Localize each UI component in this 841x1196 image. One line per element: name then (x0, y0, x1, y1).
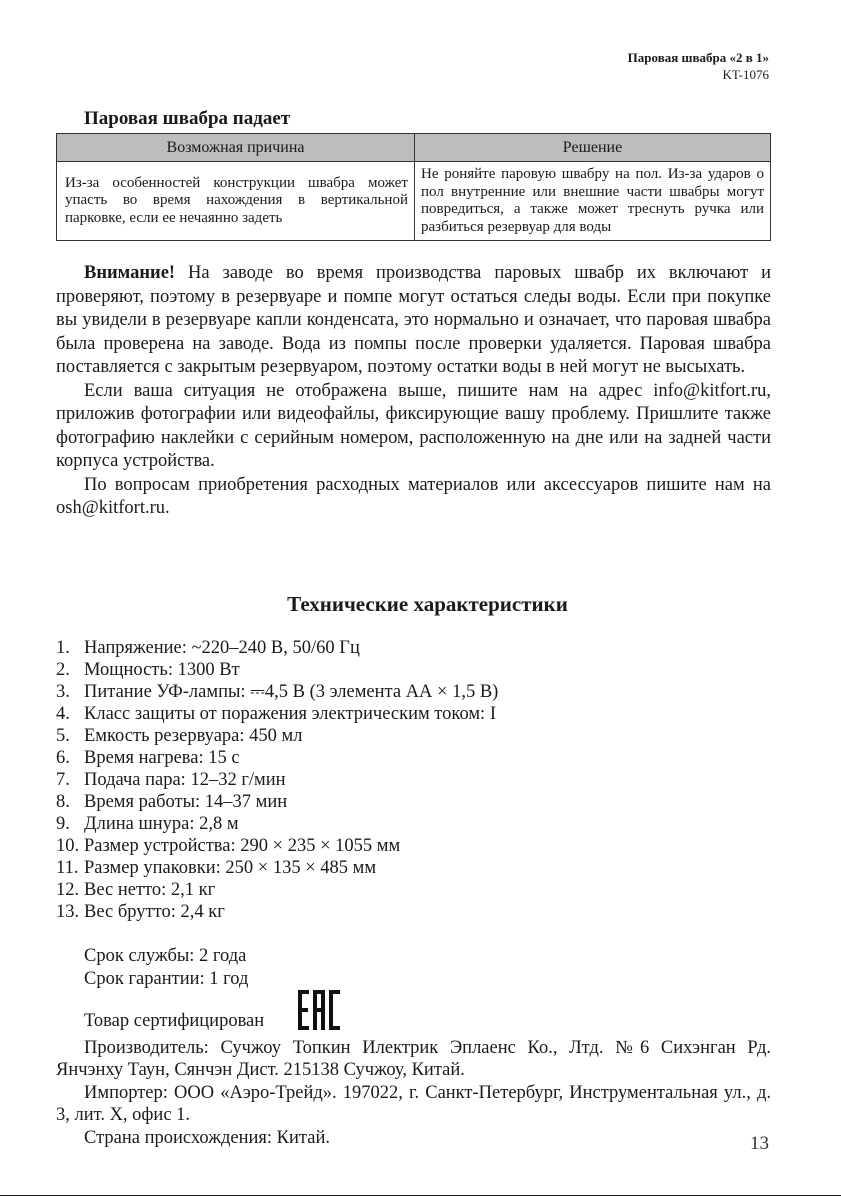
certified-text: Товар сертифицирован (84, 1011, 265, 1031)
service-life: Срок службы: 2 года (84, 946, 247, 966)
list-item-text: Размер устройства: 290 × 235 × 1055 мм (84, 836, 401, 856)
list-item (56, 659, 498, 681)
list-item-number: 12. (56, 880, 80, 900)
attention-text: На заводе во время производства паровых швабр их включают и проверяют, поэтому в резервуаре и помпе могут остаться следы воды. Если при покупке вы увидели в резервуаре капли конденсата, это нормально и означает, что паровая швабра была проверена на заводе. Вода из помпы после проверки удаляется. Паровая швабра поставляется с закрытым резервуаром, поэтому остатки воды в ней могут не высыхать. (56, 263, 771, 377)
solution-cell: Не роняйте паровую швабру на пол. Из-за ударов о пол внутренние или внешние части швабры могут повредиться, а также может треснуть ручка или разбиться резервуар для воды (415, 162, 771, 241)
page-number: 13 (750, 1133, 769, 1154)
warranty: Срок гарантии: 1 год (84, 968, 249, 989)
origin: Страна происхождения: Китай. (84, 1127, 330, 1148)
accessories-paragraph: По вопросам приобретения расходных материалов или аксессуаров пишите нам на osh@kitfort.ru. (56, 474, 771, 518)
list-item-number: 9. (56, 814, 70, 834)
specs-list (56, 637, 498, 923)
list-item-text: Напряжение: ~220–240 В, 50/60 Гц (84, 638, 360, 658)
list-item-number: 3. (56, 682, 70, 702)
list-item-number: 10. (56, 836, 80, 856)
attention-paragraph (56, 262, 771, 380)
header-model: KT-1076 (722, 67, 769, 82)
list-item-number: 7. (56, 770, 70, 790)
list-item-number: 2. (56, 660, 70, 680)
list-item (56, 747, 498, 769)
list-item (56, 835, 498, 857)
list-item (56, 725, 498, 747)
attention-label: Внимание! (84, 263, 176, 283)
list-item-number: 8. (56, 792, 70, 812)
column-header-cause: Возможная причина (57, 134, 415, 162)
trouble-title: Паровая швабра падает (84, 108, 291, 129)
list-item-text: Емкость резервуара: 450 мл (84, 726, 303, 746)
contact-paragraph: Если ваша ситуация не отображена выше, пишите нам на адрес info@kitfort.ru, приложив фотографии или видеофайлы, фиксирующие вашу проблему. Пришлите также фотографию наклейки с серийным номером, расположенную на дне или на задней части корпуса устройства. (56, 380, 771, 471)
list-item-text: Время работы: 14–37 мин (84, 792, 288, 812)
table-row (57, 162, 771, 241)
list-item-text: Вес брутто: 2,4 кг (84, 902, 225, 922)
list-item-text: Мощность: 1300 Вт (84, 660, 240, 680)
list-item (56, 681, 498, 703)
list-item (56, 637, 498, 659)
list-item (56, 769, 498, 791)
column-header-solution: Решение (415, 134, 771, 162)
list-item (56, 879, 498, 901)
list-item-text: Подача пара: 12–32 г/мин (84, 770, 286, 790)
list-item-number: 13. (56, 902, 80, 922)
list-item-text: Размер упаковки: 250 × 135 × 485 мм (84, 858, 377, 878)
notes-block (56, 262, 771, 521)
cause-cell: Из-за особенностей конструкции швабра может упасть во время нахождения в вертикальной парковке, если ее нечаянно задеть (57, 162, 415, 241)
running-header (628, 49, 769, 83)
list-item-number: 5. (56, 726, 70, 746)
table-header-row (57, 134, 771, 162)
list-item (56, 791, 498, 813)
certified-line (56, 990, 771, 1037)
list-item-number: 6. (56, 748, 70, 768)
troubleshooting-table (56, 133, 771, 241)
list-item-number: 1. (56, 638, 70, 658)
specs-title: Технические характеристики (287, 592, 568, 616)
list-item-number: 11. (56, 858, 79, 878)
list-item (56, 857, 498, 879)
list-item-text: Время нагрева: 15 с (84, 748, 240, 768)
list-item-text: Вес нетто: 2,1 кг (84, 880, 216, 900)
list-item (56, 703, 498, 725)
list-item (56, 901, 498, 923)
list-item-number: 4. (56, 704, 70, 724)
eac-mark-icon (270, 990, 342, 1037)
extra-info-block (56, 945, 771, 1149)
manufacturer: Производитель: Сучжоу Топкин Илектрик Эплаенс Ко., Лтд. №6 Сихэнган Рд. Янчэнху Таун, Сянчэн Дист. 215138 Сучжоу, Китай. (56, 1037, 771, 1080)
list-item-text: Длина шнура: 2,8 м (84, 814, 239, 834)
list-item-text: Класс защиты от поражения электрическим током: I (84, 704, 496, 724)
header-product: Паровая швабра «2 в 1» (627, 50, 769, 65)
importer: Импортер: ООО «Аэро-Трейд». 197022, г. Санкт-Петербург, Инструментальная ул., д. 3, лит. Х, офис 1. (56, 1082, 771, 1125)
list-item-text: Питание УФ-лампы: ⎓4,5 В (3 элемента АА × 1,5 В) (84, 682, 499, 702)
list-item (56, 813, 498, 835)
